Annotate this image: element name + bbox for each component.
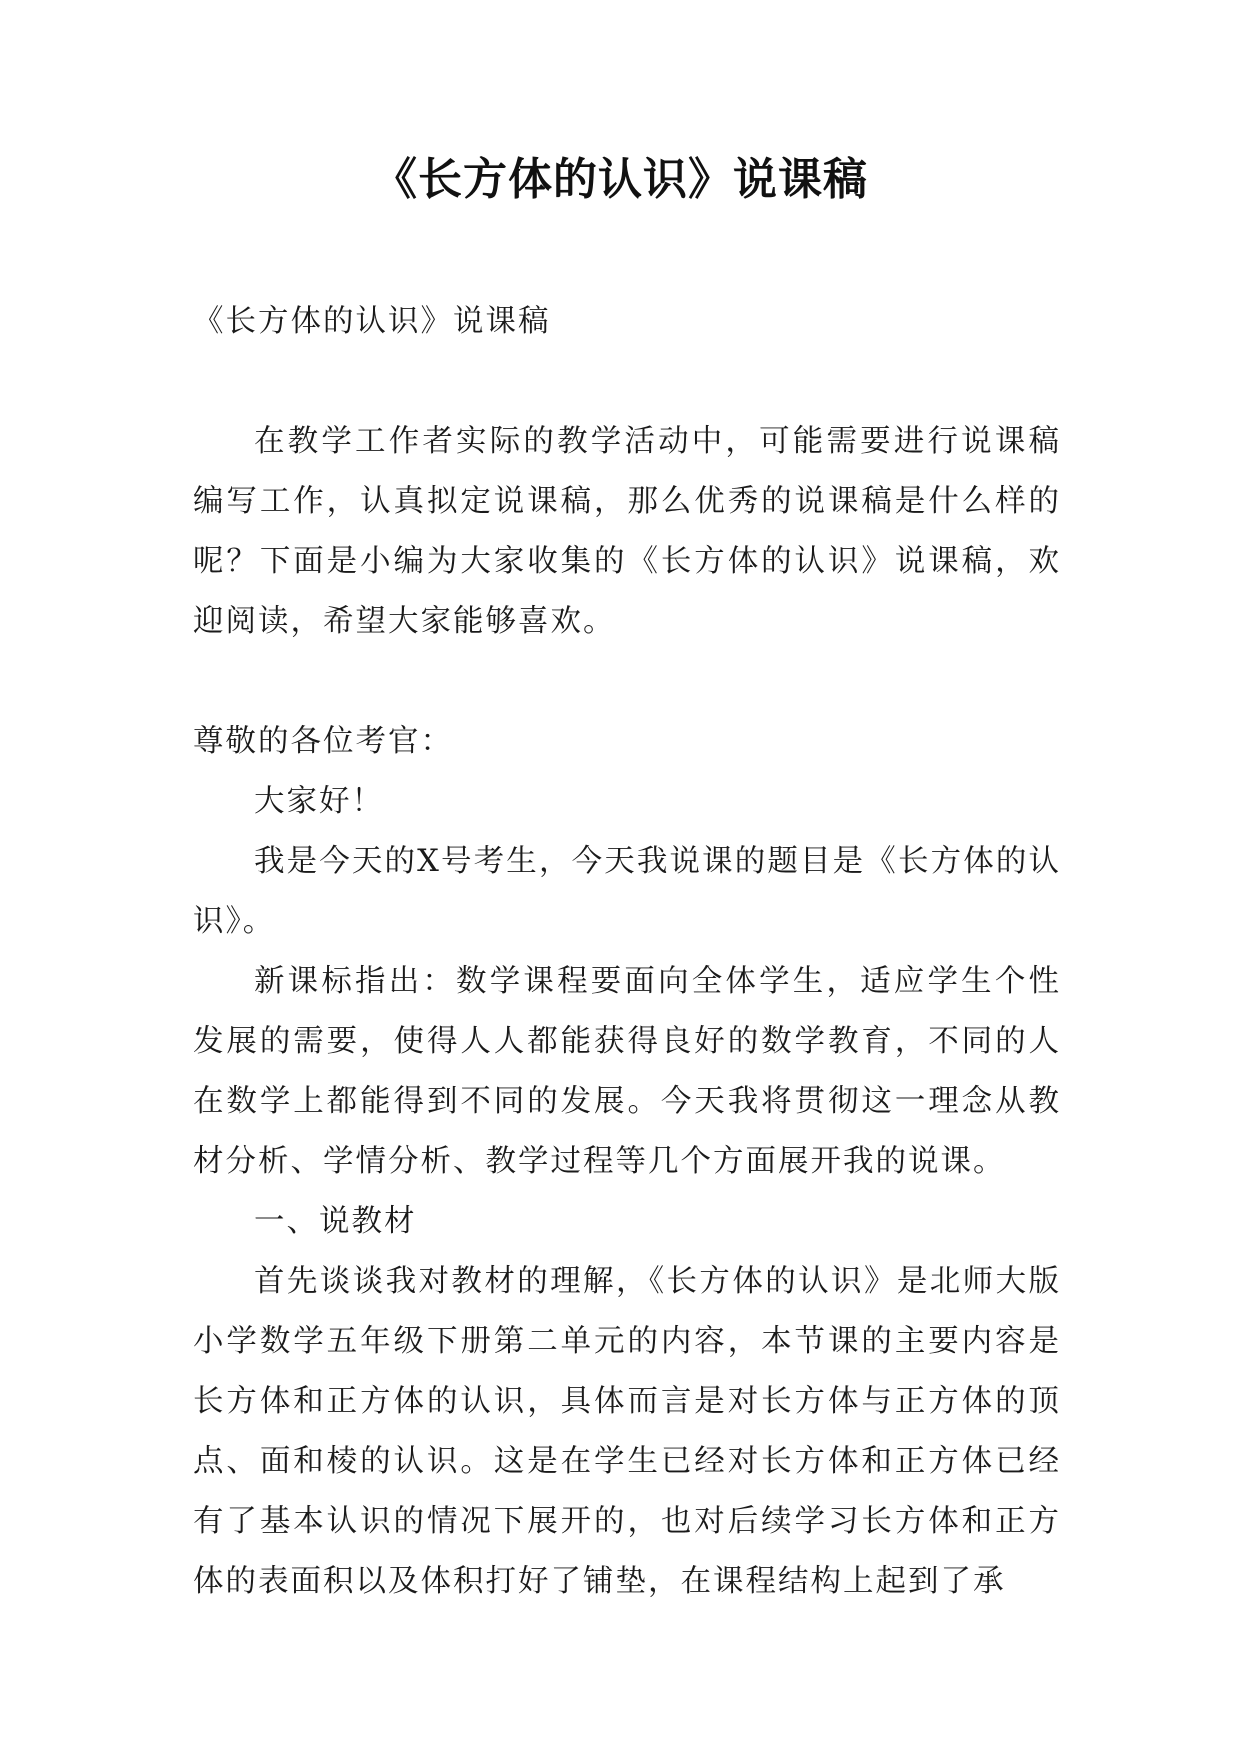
intro-paragraph: 在教学工作者实际的教学活动中，可能需要进行说课稿编写工作，认真拟定说课稿，那么优秀的说课稿是什么样的呢？下面是小编为大家收集的《长方体的认识》说课稿，欢迎阅读，希望大家能够喜欢。 — [193, 424, 1061, 639]
subtitle-paragraph: 《长方体的认识》说课稿 — [193, 304, 551, 339]
section-heading: 一、说教材 — [254, 1204, 417, 1239]
salutation-paragraph: 尊敬的各位考官： — [193, 724, 453, 759]
document-body — [193, 292, 1061, 1612]
curriculum-paragraph: 新课标指出：数学课程要面向全体学生，适应学生个性发展的需要，使得人人都能获得良好的数学教育，不同的人在数学上都能得到不同的发展。今天我将贯彻这一理念从教材分析、学情分析、教学过程等几个方面展开我的说课。 — [193, 964, 1061, 1179]
greeting-paragraph: 大家好！ — [254, 784, 384, 819]
document-title: 《长方体的认识》说课稿 — [373, 154, 868, 205]
textbook-paragraph: 首先谈谈我对教材的理解，《长方体的认识》是北师大版小学数学五年级下册第二单元的内容，本节课的主要内容是长方体和正方体的认识，具体而言是对长方体与正方体的顶点、面和棱的认识。这是在学生已经对长方体和正方体已经有了基本认识的情况下展开的，也对后续学习长方体和正方体的表面积以及体积打好了铺垫，在课程结构上起到了承 — [193, 1264, 1061, 1599]
self-intro-paragraph: 我是今天的X号考生，今天我说课的题目是《长方体的认识》。 — [193, 844, 1061, 939]
